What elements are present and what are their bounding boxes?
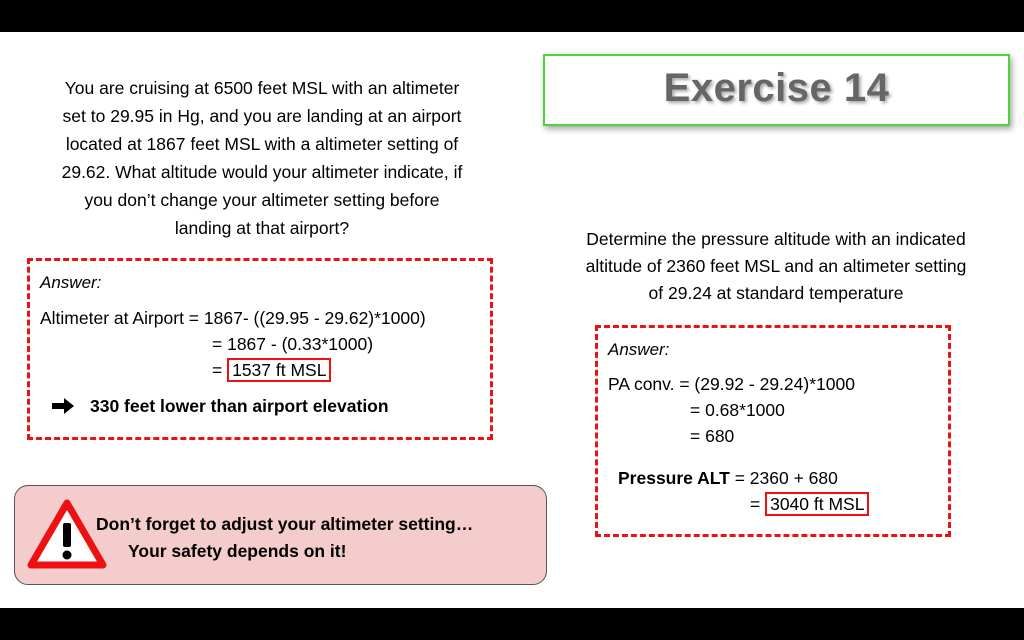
- question-1-line: landing at that airport?: [174, 218, 350, 238]
- question-1: [28, 74, 496, 242]
- question-2-line: of 29.24 at standard temperature: [648, 283, 904, 303]
- answer-1-label: Answer:: [40, 273, 102, 292]
- answer-1-line-1: Altimeter at Airport = 1867- ((29.95 - 29.62)*1000): [40, 308, 426, 328]
- answer-2-label: Answer:: [608, 340, 670, 359]
- answer-2-box: [595, 325, 951, 537]
- warning-line-1: Don’t forget to adjust your altimeter setting…: [96, 514, 474, 534]
- question-1-line: you don’t change your altimeter setting before: [84, 190, 440, 210]
- pressure-alt-result-line: [750, 494, 869, 515]
- warning-callout: [14, 485, 547, 585]
- answer-1-conclusion: 330 feet lower than airport elevation: [90, 396, 389, 416]
- question-1-line: located at 1867 feet MSL with a altimeter setting of: [65, 134, 459, 154]
- pressure-alt-result: 3040 ft MSL: [765, 492, 869, 516]
- question-2-line: altitude of 2360 feet MSL and an altimeter setting: [585, 256, 967, 276]
- question-1-line: set to 29.95 in Hg, and you are landing at an airport: [62, 106, 462, 126]
- answer-1-line-3-prefix: =: [212, 360, 228, 380]
- answer-1-box: [27, 258, 493, 440]
- question-1-line: You are cruising at 6500 feet MSL with an altimeter: [64, 78, 460, 98]
- page-title: Exercise 14: [663, 66, 890, 110]
- pressure-alt-expr: = 2360 + 680: [729, 468, 838, 488]
- question-1-line: 29.62. What altitude would your altimeter indicate, if: [61, 162, 463, 182]
- slide: [0, 32, 1024, 608]
- arrow-right-icon: [52, 398, 74, 419]
- answer-1-line-3: [212, 360, 331, 381]
- title-box: [543, 54, 1010, 126]
- answer-2-line-1: PA conv. = (29.92 - 29.24)*1000: [608, 374, 855, 394]
- pressure-alt-result-prefix: =: [750, 494, 766, 514]
- answer-1-result: 1537 ft MSL: [227, 358, 331, 382]
- answer-1-line-2: = 1867 - (0.33*1000): [212, 334, 374, 354]
- pressure-alt-label: Pressure ALT: [618, 468, 730, 488]
- warning-triangle-icon: [27, 499, 107, 574]
- answer-2-line-2: = 0.68*1000: [690, 400, 785, 420]
- answer-2-line-3: = 680: [690, 426, 735, 446]
- pressure-alt-line: [618, 468, 838, 489]
- question-2: [548, 226, 1004, 307]
- question-2-line: Determine the pressure altitude with an indicated: [586, 229, 966, 249]
- warning-line-2: Your safety depends on it!: [128, 541, 347, 561]
